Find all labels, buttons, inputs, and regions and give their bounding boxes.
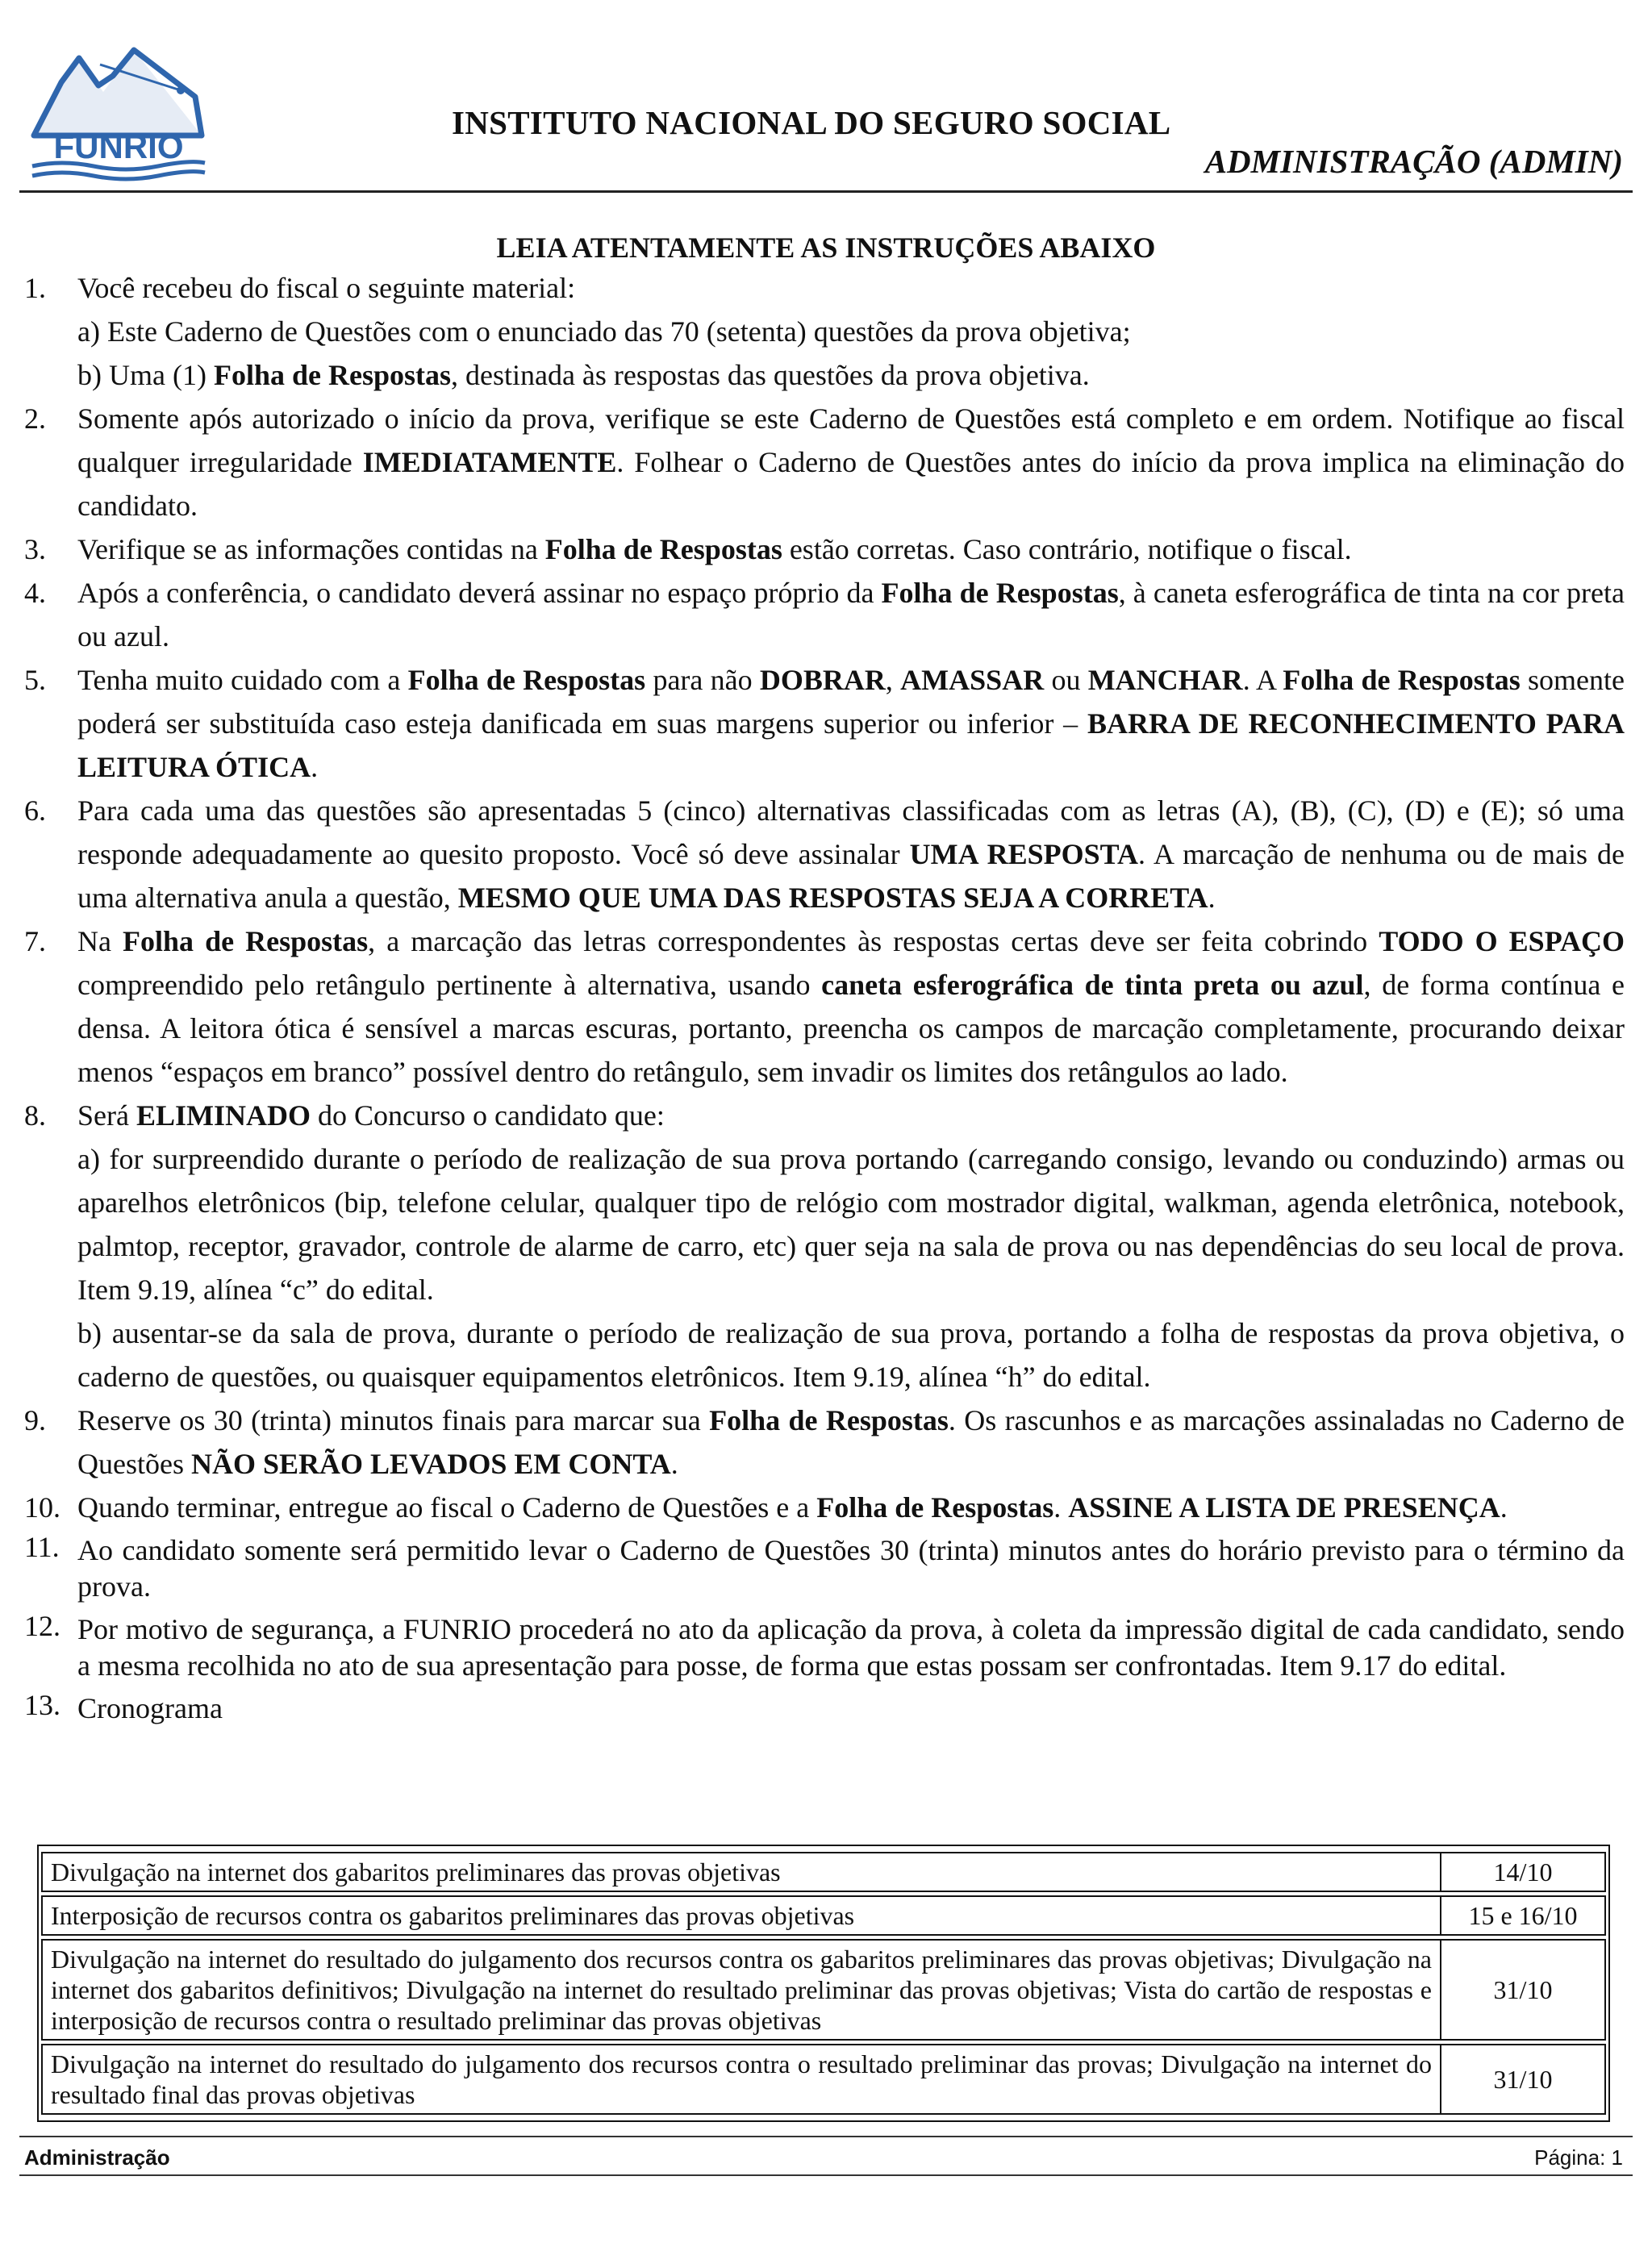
instruction-item (24, 1529, 1625, 1608)
instruction-item (24, 266, 1625, 397)
instruction-subitem (77, 310, 1625, 353)
bold-text: Folha de Respostas (816, 1491, 1054, 1524)
bold-text: Folha de Respostas (1283, 664, 1521, 696)
instruction-text (77, 919, 1625, 1094)
text-run: Na (77, 925, 123, 957)
instructions-list (24, 266, 1625, 1730)
instruction-number: 3. (24, 533, 46, 565)
instruction-item (24, 789, 1625, 919)
schedule-event: Divulgação na internet do resultado do julgamento dos recursos contra o resultado preliminar das provas; Divulgação na internet do resultado final das provas objetivas (41, 2044, 1441, 2115)
text-run: . (1208, 882, 1216, 914)
text-run: Após a conferência, o candidato deverá assinar no espaço próprio da (77, 577, 882, 609)
schedule-date: 15 e 16/10 (1441, 1895, 1606, 1936)
instruction-subitem (77, 1311, 1625, 1399)
bold-text: caneta esferográfica de tinta preta ou azul (821, 969, 1364, 1001)
text-run: , a marcação das letras correspondentes às respostas certas deve ser feita cobrindo (368, 925, 1379, 957)
instruction-number: 5. (24, 664, 46, 696)
instruction-item (24, 658, 1625, 789)
table-row (41, 1852, 1606, 1892)
text-run: Reserve os 30 (trinta) minutos finais para marcar sua (77, 1404, 710, 1436)
instruction-number: 6. (24, 794, 46, 827)
instruction-text (77, 789, 1625, 919)
bold-text: TODO O ESPAÇO (1379, 925, 1625, 957)
text-run: . (1053, 1491, 1069, 1524)
text-run: a) Este Caderno de Questões com o enunciado das 70 (setenta) questões da prova objetiva; (77, 315, 1131, 348)
bold-text: IMEDIATAMENTE (362, 446, 617, 478)
instruction-item (24, 397, 1625, 527)
instruction-number: 1. (24, 272, 46, 304)
text-run: Verifique se as informações contidas na (77, 533, 545, 565)
footer-section-label: Administração (24, 2145, 170, 2170)
text-run: Para cada uma das questões são apresentadas 5 (cinco) alternativas classificadas com as letras (A), (B), (C), (D) e (E); só uma responde adequadamente ao quesito proposto. Você só deve assinalar (77, 794, 1625, 870)
instruction-text (77, 1094, 1625, 1137)
instruction-text (77, 397, 1625, 527)
text-run: . (311, 751, 319, 783)
bold-text: NÃO SERÃO LEVADOS EM CONTA (190, 1448, 671, 1480)
exam-subtitle: ADMINISTRAÇÃO (ADMIN) (1204, 143, 1623, 180)
text-run: para não (645, 664, 760, 696)
instruction-item (24, 527, 1625, 571)
text-run: somente poderá ser substituída caso esteja danificada em suas margens superior ou inferior – (77, 664, 1625, 740)
instruction-text (77, 571, 1625, 658)
text-run: Ao candidato somente será permitido levar o Caderno de Questões 30 (trinta) minutos antes do horário previsto para o término da prova. (77, 1534, 1625, 1603)
text-run: , à caneta esferográfica de tinta na cor preta ou azul. (77, 577, 1625, 652)
text-run: , de forma contínua e densa. A leitora ótica é sensível a marcas escuras, portanto, preencha os campos de marcação completamente, procurando deixar menos “espaços em branco” possível dentro do retângulo, sem invadir os limites dos retângulos ao lado. (77, 969, 1625, 1088)
text-run: b) ausentar-se da sala de prova, durante o período de realização de sua prova, portando a folha de respostas da prova objetiva, o caderno de questões, ou quaisquer equipamentos eletrônicos. Item 9.19, alínea “h” do edital. (77, 1317, 1625, 1393)
logo-text: FUNRIO (53, 127, 184, 165)
text-run: Você recebeu do fiscal o seguinte material: (77, 272, 576, 304)
instruction-number: 13. (24, 1689, 60, 1721)
text-run: Quando terminar, entregue ao fiscal o Caderno de Questões e a (77, 1491, 817, 1524)
instruction-subitem (77, 1137, 1625, 1311)
text-run: Tenha muito cuidado com a (77, 664, 408, 696)
text-run: Será (77, 1099, 136, 1132)
instruction-item (24, 1486, 1625, 1529)
instruction-text (77, 527, 1625, 571)
text-run: . A (1242, 664, 1283, 696)
instruction-number: 11. (24, 1531, 60, 1563)
header-divider (19, 190, 1633, 193)
instruction-number: 8. (24, 1099, 46, 1132)
instruction-text (77, 1691, 1625, 1727)
instruction-text (77, 1611, 1625, 1684)
text-run: . (670, 1448, 678, 1480)
instruction-item (24, 571, 1625, 658)
bold-text: MANCHAR (1087, 664, 1243, 696)
bold-text: Folha de Respostas (407, 664, 646, 696)
text-run: . Folhear o Caderno de Questões antes do início da prova implica na eliminação do candidato. (77, 446, 1625, 522)
bold-text: UMA RESPOSTA (909, 838, 1139, 870)
footer-page-number: Página: 1 (1534, 2145, 1623, 2170)
instruction-item (24, 1094, 1625, 1399)
bold-text: AMASSAR (900, 664, 1045, 696)
text-run: compreendido pelo retângulo pertinente à alternativa, usando (77, 969, 822, 1001)
instruction-number: 9. (24, 1404, 46, 1436)
text-run: . A marcação de nenhuma ou de mais de uma alternativa anula a questão, (77, 838, 1625, 914)
footer-divider (19, 2136, 1633, 2137)
instruction-item (24, 1608, 1625, 1687)
instruction-item (24, 1687, 1625, 1730)
table-row (41, 2044, 1606, 2115)
bold-text: Folha de Respostas (544, 533, 782, 565)
instruction-text (77, 1486, 1625, 1529)
page-title: INSTITUTO NACIONAL DO SEGURO SOCIAL (452, 104, 1171, 141)
text-run: . (1500, 1491, 1508, 1524)
schedule-event: Divulgação na internet do resultado do julgamento dos recursos contra os gabaritos preliminares das provas objetivas; Divulgação na internet dos gabaritos definitivos; Divulgação na internet do resultado preliminar das provas objetivas; Vista do cartão de respostas e interposição de recursos contra o resultado preliminar das provas objetivas (41, 1939, 1441, 2041)
text-run: estão corretas. Caso contrário, notifique o fiscal. (782, 533, 1352, 565)
instruction-number: 10. (24, 1491, 60, 1524)
cronograma-table (37, 1845, 1610, 2122)
bold-text: MESMO QUE UMA DAS RESPOSTAS SEJA A CORRETA (457, 882, 1208, 914)
instruction-number: 12. (24, 1610, 60, 1642)
bold-text: DOBRAR (759, 664, 886, 696)
instruction-text (77, 658, 1625, 789)
instruction-number: 7. (24, 925, 46, 957)
instruction-item (24, 1399, 1625, 1486)
text-run: Cronograma (77, 1692, 223, 1724)
funrio-logo (29, 40, 208, 186)
schedule-event: Divulgação na internet dos gabaritos preliminares das provas objetivas (41, 1852, 1441, 1892)
text-run: a) for surpreendido durante o período de realização de sua prova portando (carregando consigo, levando ou conduzindo) armas ou aparelhos eletrônicos (bip, telefone celular, qualquer tipo de relógio com mostrador digital, walkman, agenda eletrônica, notebook, palmtop, receptor, gravador, controle de alarme de carro, etc) quer seja na sala de prova ou nas dependências do seu local de prova. Item 9.19, alínea “c” do edital. (77, 1143, 1625, 1306)
footer-divider-bottom (19, 2174, 1633, 2176)
instruction-text (77, 1532, 1625, 1605)
text-run: b) Uma (1) (77, 359, 214, 391)
table-row (41, 1895, 1606, 1936)
instruction-item (24, 919, 1625, 1094)
text-run: Por motivo de segurança, a FUNRIO procederá no ato da aplicação da prova, à coleta da impressão digital de cada candidato, sendo a mesma recolhida no ato de sua apresentação para posse, de forma que estas possam ser confrontadas. Item 9.17 do edital. (77, 1613, 1625, 1682)
instruction-subitem (77, 353, 1625, 397)
bold-text: Folha de Respostas (213, 359, 451, 391)
schedule-date: 31/10 (1441, 2044, 1606, 2115)
instruction-number: 2. (24, 402, 46, 435)
text-run: ou (1044, 664, 1088, 696)
bold-text: ASSINE A LISTA DE PRESENÇA (1068, 1491, 1500, 1524)
text-run: , destinada às respostas das questões da prova objetiva. (450, 359, 1090, 391)
text-run: Somente após autorizado o início da prova, verifique se este Caderno de Questões está completo e em ordem. Notifique ao fiscal qualquer irregularidade (77, 402, 1625, 478)
bold-text: Folha de Respostas (123, 925, 369, 957)
schedule-event: Interposição de recursos contra os gabaritos preliminares das provas objetivas (41, 1895, 1441, 1936)
bold-text: Folha de Respostas (881, 577, 1119, 609)
bold-text: ELIMINADO (136, 1099, 311, 1132)
schedule-date: 31/10 (1441, 1939, 1606, 2041)
instructions-heading: LEIA ATENTAMENTE AS INSTRUÇÕES ABAIXO (496, 231, 1156, 264)
text-run: . Os rascunhos e as marcações assinaladas no Caderno de Questões (77, 1404, 1625, 1480)
text-run: do Concurso o candidato que: (311, 1099, 665, 1132)
table-row (41, 1939, 1606, 2041)
bold-text: Folha de Respostas (709, 1404, 949, 1436)
instruction-text (77, 266, 1625, 310)
bold-text: BARRA DE RECONHECIMENTO PARA LEITURA ÓTICA (77, 707, 1625, 783)
schedule-date: 14/10 (1441, 1852, 1606, 1892)
text-run: , (885, 664, 901, 696)
instruction-number: 4. (24, 577, 46, 609)
instruction-text (77, 1399, 1625, 1486)
